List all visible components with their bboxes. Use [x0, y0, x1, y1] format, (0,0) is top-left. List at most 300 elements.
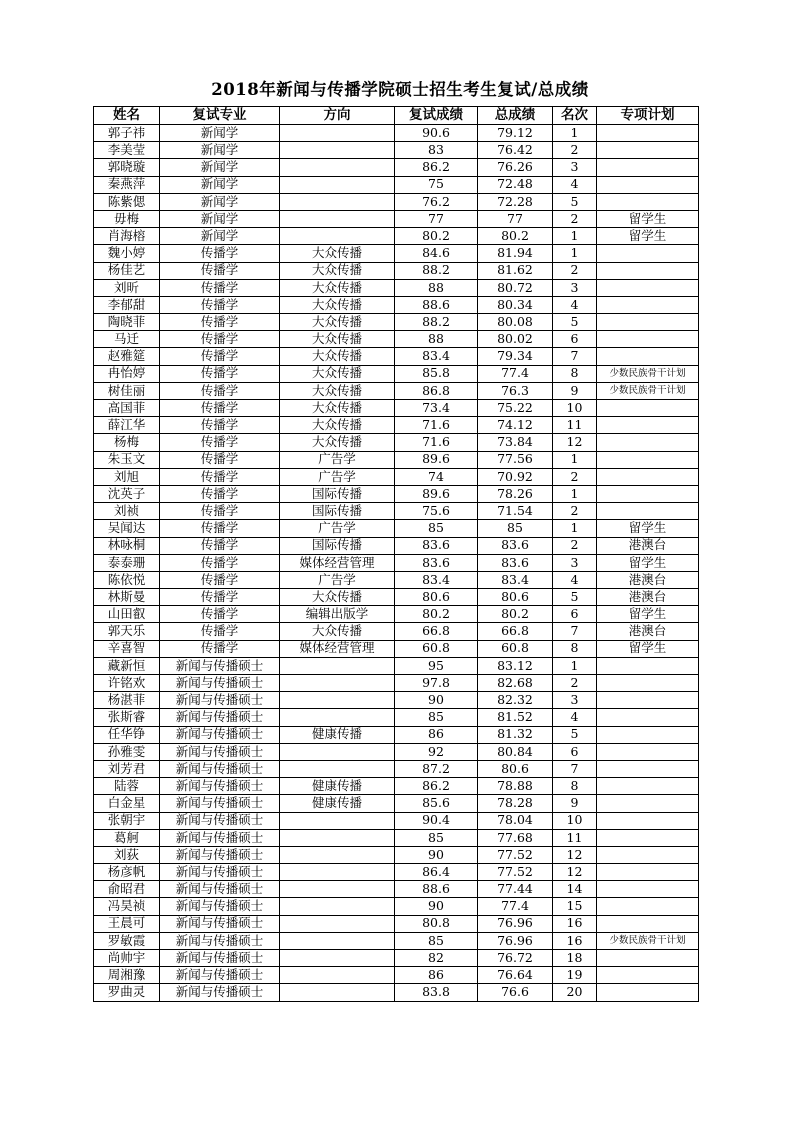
cell-major: 传播学	[160, 589, 280, 606]
cell-special-plan: 少数民族骨干计划	[597, 382, 699, 399]
cell-direction	[280, 709, 395, 726]
cell-major: 传播学	[160, 537, 280, 554]
cell-major: 传播学	[160, 623, 280, 640]
table-row	[94, 296, 699, 313]
column-header-direction: 方向	[280, 107, 395, 125]
cell-special-plan	[597, 967, 699, 984]
cell-rank: 7	[553, 623, 597, 640]
cell-direction: 健康传播	[280, 726, 395, 743]
cell-name: 罗曲灵	[94, 984, 160, 1001]
cell-special-plan	[597, 193, 699, 210]
cell-major: 传播学	[160, 348, 280, 365]
table-row	[94, 159, 699, 176]
cell-major: 传播学	[160, 451, 280, 468]
cell-direction: 媒体经营管理	[280, 640, 395, 657]
cell-special-plan	[597, 846, 699, 863]
cell-retest-score: 80.6	[395, 589, 478, 606]
table-row	[94, 434, 699, 451]
cell-special-plan	[597, 314, 699, 331]
cell-major: 新闻与传播硕士	[160, 778, 280, 795]
cell-special-plan: 留学生	[597, 554, 699, 571]
cell-retest-score: 86.8	[395, 382, 478, 399]
cell-name: 周湘豫	[94, 967, 160, 984]
table-row	[94, 915, 699, 932]
cell-special-plan	[597, 159, 699, 176]
cell-major: 新闻与传播硕士	[160, 709, 280, 726]
cell-major: 新闻学	[160, 142, 280, 159]
cell-major: 新闻与传播硕士	[160, 726, 280, 743]
cell-direction: 大众传播	[280, 279, 395, 296]
cell-special-plan	[597, 348, 699, 365]
cell-total-score: 77.4	[478, 898, 553, 915]
cell-rank: 3	[553, 279, 597, 296]
cell-direction: 广告学	[280, 571, 395, 588]
cell-total-score: 83.6	[478, 554, 553, 571]
cell-major: 传播学	[160, 314, 280, 331]
cell-rank: 2	[553, 468, 597, 485]
table-row	[94, 245, 699, 262]
cell-total-score: 66.8	[478, 623, 553, 640]
cell-direction: 大众传播	[280, 331, 395, 348]
cell-total-score: 81.32	[478, 726, 553, 743]
cell-major: 新闻与传播硕士	[160, 692, 280, 709]
cell-major: 传播学	[160, 331, 280, 348]
cell-name: 陆蓉	[94, 778, 160, 795]
cell-direction	[280, 950, 395, 967]
column-header-name: 姓名	[94, 107, 160, 125]
cell-total-score: 72.48	[478, 176, 553, 193]
cell-total-score: 76.96	[478, 915, 553, 932]
cell-special-plan	[597, 657, 699, 674]
cell-special-plan: 少数民族骨干计划	[597, 932, 699, 949]
cell-rank: 4	[553, 571, 597, 588]
column-header-rank: 名次	[553, 107, 597, 125]
cell-special-plan	[597, 743, 699, 760]
cell-rank: 1	[553, 245, 597, 262]
cell-total-score: 83.4	[478, 571, 553, 588]
cell-rank: 3	[553, 692, 597, 709]
cell-special-plan: 港澳台	[597, 589, 699, 606]
cell-name: 杨佳艺	[94, 262, 160, 279]
cell-major: 新闻与传播硕士	[160, 846, 280, 863]
table-row	[94, 503, 699, 520]
cell-rank: 11	[553, 417, 597, 434]
table-row	[94, 125, 699, 142]
table-row	[94, 228, 699, 245]
cell-special-plan	[597, 245, 699, 262]
cell-total-score: 74.12	[478, 417, 553, 434]
cell-special-plan	[597, 400, 699, 417]
cell-direction: 大众传播	[280, 314, 395, 331]
cell-special-plan	[597, 795, 699, 812]
cell-retest-score: 87.2	[395, 760, 478, 777]
cell-rank: 14	[553, 881, 597, 898]
cell-rank: 11	[553, 829, 597, 846]
cell-direction	[280, 159, 395, 176]
cell-rank: 5	[553, 726, 597, 743]
table-row	[94, 279, 699, 296]
table-row	[94, 984, 699, 1001]
cell-special-plan	[597, 468, 699, 485]
cell-major: 新闻学	[160, 125, 280, 142]
cell-major: 新闻与传播硕士	[160, 898, 280, 915]
cell-major: 新闻与传播硕士	[160, 864, 280, 881]
cell-name: 刘荻	[94, 846, 160, 863]
cell-direction: 国际传播	[280, 537, 395, 554]
cell-name: 葛舸	[94, 829, 160, 846]
cell-total-score: 80.84	[478, 743, 553, 760]
cell-rank: 6	[553, 743, 597, 760]
cell-direction	[280, 846, 395, 863]
cell-name: 山田叡	[94, 606, 160, 623]
cell-total-score: 75.22	[478, 400, 553, 417]
cell-total-score: 80.6	[478, 760, 553, 777]
cell-retest-score: 90	[395, 846, 478, 863]
cell-direction	[280, 915, 395, 932]
cell-name: 任华铮	[94, 726, 160, 743]
cell-direction	[280, 829, 395, 846]
cell-total-score: 76.26	[478, 159, 553, 176]
cell-total-score: 77.56	[478, 451, 553, 468]
cell-rank: 9	[553, 795, 597, 812]
cell-major: 传播学	[160, 400, 280, 417]
cell-direction	[280, 898, 395, 915]
cell-retest-score: 75.6	[395, 503, 478, 520]
cell-name: 陶晓菲	[94, 314, 160, 331]
cell-total-score: 83.6	[478, 537, 553, 554]
cell-total-score: 85	[478, 520, 553, 537]
table-row	[94, 571, 699, 588]
table-row	[94, 400, 699, 417]
cell-total-score: 81.62	[478, 262, 553, 279]
cell-major: 新闻与传播硕士	[160, 829, 280, 846]
cell-name: 白金星	[94, 795, 160, 812]
cell-rank: 5	[553, 193, 597, 210]
cell-rank: 5	[553, 589, 597, 606]
cell-total-score: 83.12	[478, 657, 553, 674]
column-header-retest-score: 复试成绩	[395, 107, 478, 125]
cell-total-score: 76.42	[478, 142, 553, 159]
cell-rank: 8	[553, 365, 597, 382]
cell-direction: 广告学	[280, 468, 395, 485]
cell-name: 郭天乐	[94, 623, 160, 640]
cell-rank: 4	[553, 176, 597, 193]
cell-rank: 1	[553, 657, 597, 674]
cell-name: 俞昭君	[94, 881, 160, 898]
cell-special-plan	[597, 812, 699, 829]
page-title: 2018年新闻与传播学院硕士招生考生复试/总成绩	[211, 80, 589, 99]
table-row	[94, 314, 699, 331]
cell-rank: 12	[553, 846, 597, 863]
cell-direction	[280, 692, 395, 709]
cell-direction: 健康传播	[280, 778, 395, 795]
cell-retest-score: 89.6	[395, 451, 478, 468]
cell-rank: 1	[553, 451, 597, 468]
table-row	[94, 640, 699, 657]
cell-major: 新闻与传播硕士	[160, 932, 280, 949]
column-header-special-plan: 专项计划	[597, 107, 699, 125]
cell-total-score: 82.32	[478, 692, 553, 709]
table-row	[94, 417, 699, 434]
cell-total-score: 78.28	[478, 795, 553, 812]
cell-direction	[280, 881, 395, 898]
cell-direction: 大众传播	[280, 245, 395, 262]
cell-rank: 10	[553, 812, 597, 829]
cell-special-plan	[597, 864, 699, 881]
table-row	[94, 864, 699, 881]
cell-special-plan	[597, 915, 699, 932]
cell-rank: 8	[553, 778, 597, 795]
cell-special-plan	[597, 331, 699, 348]
cell-retest-score: 74	[395, 468, 478, 485]
cell-direction	[280, 657, 395, 674]
table-row	[94, 193, 699, 210]
cell-rank: 12	[553, 864, 597, 881]
score-table	[93, 106, 699, 1002]
cell-name: 马迁	[94, 331, 160, 348]
cell-name: 许铭欢	[94, 675, 160, 692]
cell-retest-score: 92	[395, 743, 478, 760]
cell-direction: 大众传播	[280, 348, 395, 365]
cell-major: 传播学	[160, 640, 280, 657]
cell-name: 刘旭	[94, 468, 160, 485]
cell-total-score: 76.6	[478, 984, 553, 1001]
table-row	[94, 468, 699, 485]
cell-name: 秦燕萍	[94, 176, 160, 193]
cell-special-plan: 留学生	[597, 520, 699, 537]
cell-rank: 18	[553, 950, 597, 967]
cell-total-score: 78.88	[478, 778, 553, 795]
cell-name: 刘祯	[94, 503, 160, 520]
cell-name: 沈英子	[94, 485, 160, 502]
cell-major: 传播学	[160, 468, 280, 485]
cell-major: 传播学	[160, 554, 280, 571]
cell-name: 张斯睿	[94, 709, 160, 726]
cell-retest-score: 77	[395, 210, 478, 227]
table-row	[94, 348, 699, 365]
cell-major: 传播学	[160, 417, 280, 434]
cell-special-plan: 港澳台	[597, 571, 699, 588]
cell-direction	[280, 193, 395, 210]
cell-name: 毋梅	[94, 210, 160, 227]
cell-direction	[280, 675, 395, 692]
cell-retest-score: 86.4	[395, 864, 478, 881]
cell-direction	[280, 812, 395, 829]
cell-retest-score: 88	[395, 279, 478, 296]
cell-direction	[280, 984, 395, 1001]
cell-retest-score: 71.6	[395, 417, 478, 434]
cell-name: 杨梅	[94, 434, 160, 451]
cell-retest-score: 86.2	[395, 778, 478, 795]
table-row	[94, 142, 699, 159]
cell-direction: 广告学	[280, 520, 395, 537]
table-row	[94, 589, 699, 606]
table-row	[94, 520, 699, 537]
cell-rank: 8	[553, 640, 597, 657]
cell-special-plan	[597, 125, 699, 142]
table-row	[94, 382, 699, 399]
cell-name: 刘昕	[94, 279, 160, 296]
cell-name: 李美莹	[94, 142, 160, 159]
cell-retest-score: 80.2	[395, 228, 478, 245]
cell-special-plan	[597, 485, 699, 502]
cell-major: 传播学	[160, 365, 280, 382]
cell-retest-score: 83.4	[395, 348, 478, 365]
cell-name: 魏小婷	[94, 245, 160, 262]
table-row	[94, 692, 699, 709]
table-row	[94, 881, 699, 898]
cell-total-score: 77.44	[478, 881, 553, 898]
cell-major: 传播学	[160, 279, 280, 296]
cell-total-score: 76.64	[478, 967, 553, 984]
cell-rank: 9	[553, 382, 597, 399]
cell-special-plan: 港澳台	[597, 623, 699, 640]
cell-retest-score: 90.4	[395, 812, 478, 829]
cell-rank: 6	[553, 331, 597, 348]
cell-special-plan	[597, 279, 699, 296]
cell-name: 尚帅宇	[94, 950, 160, 967]
cell-total-score: 76.96	[478, 932, 553, 949]
cell-special-plan: 港澳台	[597, 537, 699, 554]
cell-special-plan: 留学生	[597, 228, 699, 245]
cell-direction	[280, 760, 395, 777]
cell-rank: 4	[553, 296, 597, 313]
cell-total-score: 81.94	[478, 245, 553, 262]
cell-name: 陈紫偲	[94, 193, 160, 210]
cell-major: 新闻学	[160, 159, 280, 176]
cell-total-score: 79.12	[478, 125, 553, 142]
cell-major: 新闻学	[160, 176, 280, 193]
cell-special-plan	[597, 829, 699, 846]
cell-name: 张朝宇	[94, 812, 160, 829]
table-row	[94, 210, 699, 227]
cell-retest-score: 86.2	[395, 159, 478, 176]
cell-major: 新闻学	[160, 210, 280, 227]
table-row	[94, 812, 699, 829]
cell-name: 郭晓璇	[94, 159, 160, 176]
cell-major: 新闻与传播硕士	[160, 657, 280, 674]
cell-major: 新闻与传播硕士	[160, 984, 280, 1001]
cell-major: 传播学	[160, 434, 280, 451]
cell-major: 新闻与传播硕士	[160, 675, 280, 692]
cell-special-plan: 留学生	[597, 606, 699, 623]
cell-rank: 1	[553, 228, 597, 245]
cell-retest-score: 85.6	[395, 795, 478, 812]
cell-special-plan	[597, 898, 699, 915]
cell-rank: 4	[553, 709, 597, 726]
cell-retest-score: 84.6	[395, 245, 478, 262]
table-row	[94, 537, 699, 554]
cell-major: 传播学	[160, 296, 280, 313]
cell-retest-score: 75	[395, 176, 478, 193]
table-row	[94, 950, 699, 967]
cell-special-plan	[597, 709, 699, 726]
cell-retest-score: 71.6	[395, 434, 478, 451]
cell-total-score: 71.54	[478, 503, 553, 520]
cell-retest-score: 83	[395, 142, 478, 159]
cell-special-plan	[597, 984, 699, 1001]
table-row	[94, 932, 699, 949]
cell-rank: 7	[553, 760, 597, 777]
table-row	[94, 176, 699, 193]
cell-total-score: 77.52	[478, 846, 553, 863]
cell-special-plan	[597, 778, 699, 795]
cell-total-score: 60.8	[478, 640, 553, 657]
cell-direction	[280, 210, 395, 227]
table-row	[94, 606, 699, 623]
cell-name: 朱玉文	[94, 451, 160, 468]
cell-total-score: 80.34	[478, 296, 553, 313]
cell-name: 刘芳君	[94, 760, 160, 777]
cell-major: 传播学	[160, 262, 280, 279]
table-row	[94, 898, 699, 915]
cell-name: 高国菲	[94, 400, 160, 417]
cell-name: 冯昊祯	[94, 898, 160, 915]
cell-total-score: 77.4	[478, 365, 553, 382]
cell-name: 肖海榕	[94, 228, 160, 245]
table-row	[94, 262, 699, 279]
table-row	[94, 623, 699, 640]
cell-special-plan	[597, 417, 699, 434]
cell-direction: 大众传播	[280, 262, 395, 279]
cell-special-plan	[597, 675, 699, 692]
cell-special-plan: 留学生	[597, 640, 699, 657]
cell-major: 传播学	[160, 382, 280, 399]
cell-direction: 大众传播	[280, 296, 395, 313]
cell-major: 新闻与传播硕士	[160, 795, 280, 812]
cell-total-score: 80.08	[478, 314, 553, 331]
cell-total-score: 70.92	[478, 468, 553, 485]
cell-major: 新闻与传播硕士	[160, 967, 280, 984]
cell-retest-score: 83.4	[395, 571, 478, 588]
cell-total-score: 80.2	[478, 228, 553, 245]
table-row	[94, 726, 699, 743]
cell-direction: 国际传播	[280, 503, 395, 520]
table-row	[94, 967, 699, 984]
cell-total-score: 77.52	[478, 864, 553, 881]
cell-special-plan	[597, 950, 699, 967]
cell-direction	[280, 932, 395, 949]
cell-rank: 2	[553, 142, 597, 159]
table-row	[94, 675, 699, 692]
cell-retest-score: 85	[395, 520, 478, 537]
cell-rank: 16	[553, 932, 597, 949]
cell-direction: 国际传播	[280, 485, 395, 502]
cell-special-plan	[597, 503, 699, 520]
cell-retest-score: 80.2	[395, 606, 478, 623]
cell-major: 新闻与传播硕士	[160, 881, 280, 898]
cell-major: 新闻与传播硕士	[160, 760, 280, 777]
cell-direction: 编辑出版学	[280, 606, 395, 623]
cell-retest-score: 73.4	[395, 400, 478, 417]
cell-name: 林咏桐	[94, 537, 160, 554]
table-row	[94, 365, 699, 382]
cell-name: 辛喜智	[94, 640, 160, 657]
cell-retest-score: 90.6	[395, 125, 478, 142]
cell-retest-score: 60.8	[395, 640, 478, 657]
cell-name: 赵雅筵	[94, 348, 160, 365]
cell-total-score: 78.04	[478, 812, 553, 829]
cell-rank: 15	[553, 898, 597, 915]
cell-total-score: 76.3	[478, 382, 553, 399]
cell-major: 新闻与传播硕士	[160, 950, 280, 967]
table-header-row	[94, 107, 699, 125]
cell-name: 郭子祎	[94, 125, 160, 142]
cell-total-score: 79.34	[478, 348, 553, 365]
cell-name: 吴闻达	[94, 520, 160, 537]
cell-retest-score: 85	[395, 829, 478, 846]
table-row	[94, 829, 699, 846]
